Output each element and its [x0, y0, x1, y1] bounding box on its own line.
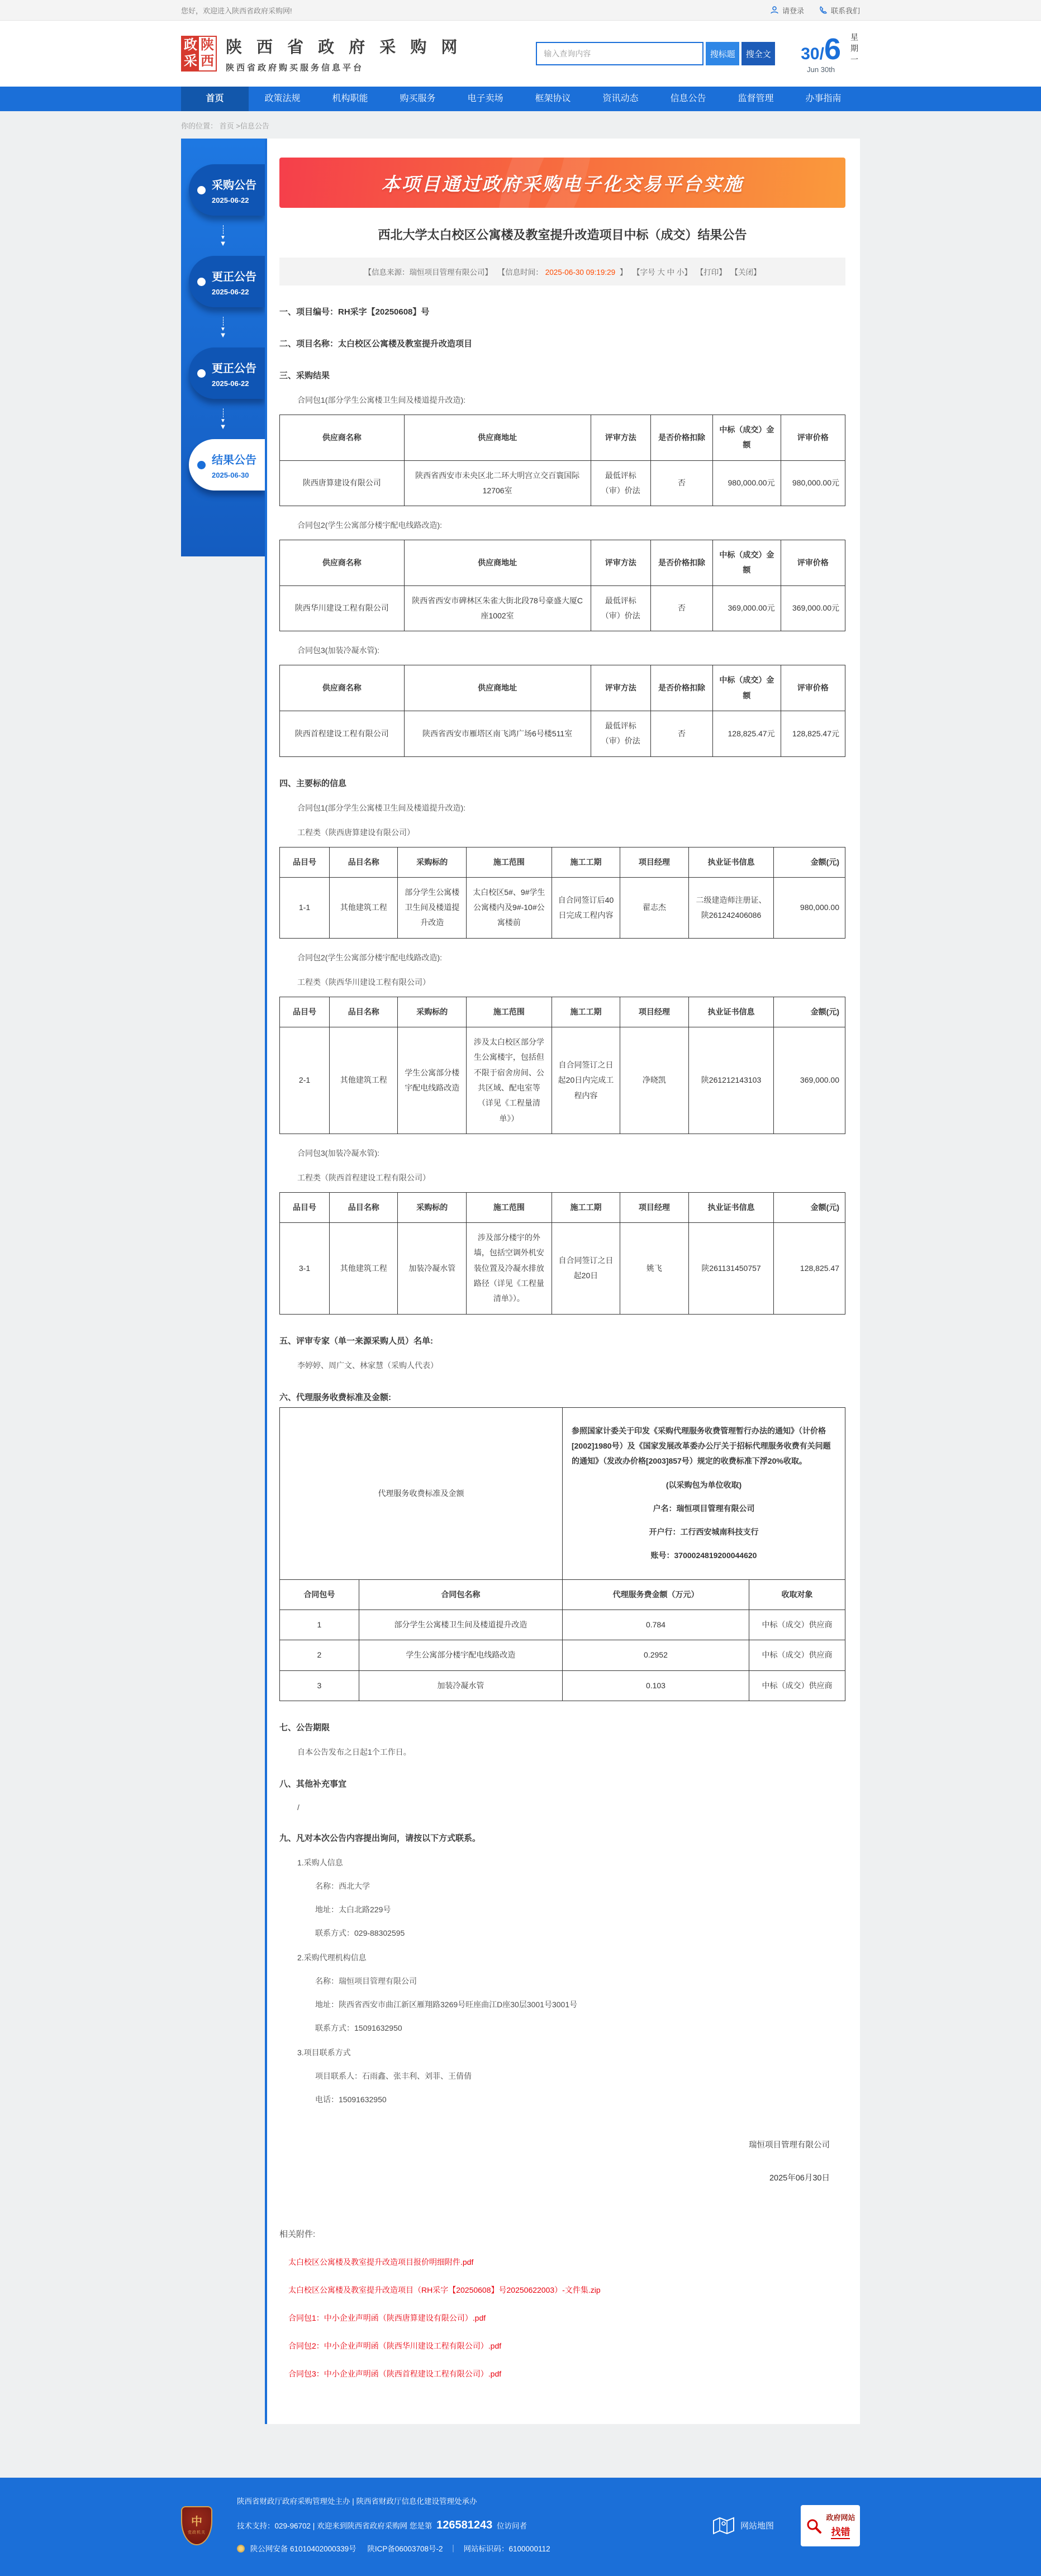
column-header: 施工工期	[552, 1192, 620, 1222]
table-row	[280, 460, 845, 506]
table-cell: 二级建造师注册证、陕261242406086	[688, 877, 774, 938]
table-cell: 净晓凯	[620, 1027, 688, 1134]
table-row	[280, 1610, 845, 1640]
text-line: 电话：15091632950	[315, 2094, 387, 2104]
package-caption: 合同包3(加装冷凝水管):	[297, 646, 379, 655]
search-bar	[536, 42, 775, 65]
text-line: 开户行：工行西安城南科技支行	[649, 1527, 759, 1537]
table-row	[280, 877, 845, 938]
column-header: 金额(元)	[774, 1192, 845, 1222]
nav-item-framework[interactable]: 框架协议	[535, 94, 571, 103]
timeline-item-result-notice[interactable]: 结果公告 2025-06-30	[189, 439, 265, 491]
breadcrumb-home-link[interactable]: 首页	[219, 122, 234, 130]
attachment-link[interactable]: 太白校区公寓楼及教室提升改造项目报价明细附件.pdf	[288, 2257, 474, 2267]
nav-item-supervision[interactable]: 监督管理	[738, 94, 774, 103]
signature-date: 2025年06月30日	[769, 2173, 830, 2183]
table-cell: 中标（成交）供应商	[749, 1670, 845, 1701]
close-button[interactable]: 【关闭】	[730, 268, 761, 277]
table-cell: 否	[650, 585, 712, 631]
table-cell: 3-1	[280, 1223, 330, 1314]
nav-item-functions[interactable]: 机构职能	[332, 94, 368, 103]
package-caption: 合同包1(部分学生公寓楼卫生间及楼道提升改造):	[297, 803, 465, 812]
text-line: 地址：太白北路229号	[315, 1904, 391, 1914]
column-header: 代理服务费金额（万元）	[562, 1579, 749, 1610]
text-line: 地址：陕西省西安市曲江新区雁翔路3269号旺座曲江D座30层3001号3001号	[315, 1999, 578, 2009]
table-cell: 涉及部分楼宇的外墙，包括空调外机安装位置及冷凝水排放路径（详见《工程量清单》）。	[466, 1223, 552, 1314]
section-4-heading: 四、主要标的信息	[279, 778, 347, 788]
gov-site-error-report-badge[interactable]: 政府网站 找错	[801, 2505, 860, 2546]
search-title-button[interactable]: 搜标题	[706, 42, 739, 65]
signature-block	[279, 2139, 845, 2183]
column-header: 执业证书信息	[688, 847, 774, 877]
magnifier-icon	[805, 2517, 822, 2534]
table-cell: 学生公寓部分楼宇配电线路改造	[398, 1027, 466, 1134]
table-cell: 部分学生公寓楼卫生间及楼道提升改造	[359, 1610, 562, 1640]
table-cell: 其他建筑工程	[330, 1223, 398, 1314]
column-header: 中标（成交）金额	[713, 540, 781, 586]
column-header: 供应商地址	[404, 540, 591, 586]
timeline-arrow-icon: ▼ ▼	[181, 307, 265, 347]
table-cell: 自合同签订后40日完成工程内容	[552, 877, 620, 938]
column-header: 施工工期	[552, 847, 620, 877]
government-emblem-icon: 中 党政机关	[181, 2506, 212, 2545]
column-header: 供应商名称	[280, 540, 405, 586]
column-header: 合同包名称	[359, 1579, 562, 1610]
table-cell: 128,825.47	[774, 1223, 845, 1314]
column-header: 品目名称	[330, 1192, 398, 1222]
column-header: 评审方法	[591, 665, 650, 711]
visitor-count: 126581243	[436, 2519, 493, 2532]
nav-item-emall[interactable]: 电子卖场	[467, 94, 503, 103]
column-header: 中标（成交）金额	[713, 665, 781, 711]
table-cell: 2-1	[280, 1027, 330, 1134]
attachment-link[interactable]: 合同包2：中小企业声明函（陕西华川建设工程有限公司）.pdf	[288, 2341, 502, 2350]
signature-company: 瑞恒项目管理有限公司	[749, 2140, 830, 2150]
text-line: 名称：西北大学	[315, 1881, 370, 1891]
table-cell: 0.784	[562, 1610, 749, 1640]
date-english: Jun 30th	[807, 65, 835, 74]
table-cell: 最低评标（审）价法	[591, 585, 650, 631]
table-cell: 369,000.00元	[713, 585, 781, 631]
section-3-heading: 三、采购结果	[279, 371, 330, 380]
welcome-text: 您好，欢迎进入陕西省政府采购网!	[181, 6, 292, 15]
breadcrumb-label: 你的位置：	[181, 122, 218, 130]
font-size-controls[interactable]: 【字号 大 中 小】	[633, 268, 692, 277]
login-label: 请登录	[782, 6, 804, 15]
table-cell: 2	[280, 1640, 359, 1670]
logo-right: 陕 西	[199, 37, 216, 70]
site-code: 网站标识码：6100000112	[463, 2545, 550, 2554]
table-cell: 其他建筑工程	[330, 877, 398, 938]
site-footer	[0, 2478, 1041, 2576]
table-cell: 陕261212143103	[688, 1027, 774, 1134]
package-type-line: 工程类（陕西唐算建设有限公司）	[297, 827, 415, 837]
contact-group-title: 3.项目联系方式	[297, 2048, 351, 2057]
timeline-dot	[197, 461, 206, 469]
column-header: 供应商名称	[280, 415, 405, 461]
nav-item-news[interactable]: 资讯动态	[602, 94, 639, 103]
table-cell: 涉及太白校区部分学生公寓楼宇，包括但不限于宿舍房间、公共区域、配电室等（详见《工程量清单》）	[466, 1027, 552, 1134]
column-header: 评审方法	[591, 540, 650, 586]
fee-standard-description	[562, 1407, 845, 1579]
package-caption: 合同包2(学生公寓部分楼宇配电线路改造):	[297, 521, 442, 530]
section-8-heading: 八、其他补充事宜	[279, 1779, 347, 1789]
login-link[interactable]	[770, 5, 804, 16]
column-header: 是否价格扣除	[650, 415, 712, 461]
meta-time: 【信息时间： 2025-06-30 09:19:29 】	[497, 268, 628, 277]
table-cell: 中标（成交）供应商	[749, 1610, 845, 1640]
contact-link[interactable]	[819, 5, 860, 16]
table-cell: 学生公寓部分楼宇配电线路改造	[359, 1640, 562, 1670]
package-caption: 合同包1(部分学生公寓楼卫生间及楼道提升改造):	[297, 396, 465, 404]
supplementary-text: /	[297, 1802, 300, 1812]
fee-standard-label: 代理服务收费标准及金额	[280, 1407, 563, 1579]
column-header: 执业证书信息	[688, 1192, 774, 1222]
table-row	[280, 585, 845, 631]
beian-psb[interactable]: 陕公网安备 61010402000339号	[250, 2545, 356, 2554]
search-input[interactable]	[536, 42, 703, 65]
table-cell: 369,000.00	[774, 1027, 845, 1134]
column-header: 采购标的	[398, 997, 466, 1027]
timeline-dot	[197, 186, 206, 194]
timeline-dot	[197, 369, 206, 378]
column-header: 项目经理	[620, 997, 688, 1027]
nav-item-policies[interactable]: 政策法规	[264, 94, 301, 103]
table-cell: 陕西首程建设工程有限公司	[280, 711, 405, 756]
table-cell: 姚飞	[620, 1223, 688, 1314]
table-cell: 陕西华川建设工程有限公司	[280, 585, 405, 631]
package-type-line: 工程类（陕西首程建设工程有限公司）	[297, 1173, 430, 1182]
top-bar	[0, 0, 1041, 21]
column-header: 供应商名称	[280, 665, 405, 711]
package-caption: 合同包2(学生公寓部分楼宇配电线路改造):	[297, 953, 442, 962]
footer-beian-line: 陕公网安备 61010402000339号 陕ICP备06003708号-2 ｜ 网站标识码：6100000112	[237, 2540, 550, 2559]
column-header: 供应商地址	[404, 415, 591, 461]
column-header: 收取对象	[749, 1579, 845, 1610]
column-header: 供应商地址	[404, 665, 591, 711]
table-cell: 太白校区5#、9#学生公寓楼内及9#-10#公寓楼前	[466, 877, 552, 938]
subject-table-package-2	[279, 997, 845, 1134]
table-cell: 3	[280, 1670, 359, 1701]
attachment-link[interactable]: 太白校区公寓楼及教室提升改造项目（RH采字【20250608】号20250622003）-文件集.zip	[288, 2285, 601, 2294]
text-line: 名称：瑞恒项目管理有限公司	[315, 1976, 417, 1985]
table-cell: 980,000.00元	[781, 460, 845, 506]
footer-organizer-line: 陕西省财政厅政府采购管理处主办 | 陕西省财政厅信息化建设管理处承办	[237, 2497, 477, 2506]
site-title: 陕 西 省 政 府 采 购 网	[226, 38, 463, 56]
column-header: 品目号	[280, 847, 330, 877]
column-header: 施工范围	[466, 1192, 552, 1222]
contact-label: 联系我们	[830, 6, 860, 15]
timeline-arrow-icon: ▼ ▼	[181, 399, 265, 439]
article-panel	[265, 139, 860, 2424]
footer-visitor-line: 技术支持：029-96702 | 欢迎来到陕西省政府采购网 您是第 126581243 位访问者	[237, 2519, 527, 2532]
table-cell: 369,000.00元	[781, 585, 845, 631]
text-line: 联系方式：029-88302595	[315, 1928, 405, 1937]
text-line: 账号：3700024819200044620	[650, 1551, 757, 1560]
breadcrumb-current: 信息公告	[240, 122, 269, 130]
table-cell: 最低评标（审）价法	[591, 711, 650, 756]
table-cell: 中标（成交）供应商	[749, 1640, 845, 1670]
column-header: 评审价格	[781, 415, 845, 461]
table-cell: 980,000.00	[774, 877, 845, 938]
table-cell: 自合同签订之日起20日	[552, 1223, 620, 1314]
text-line: 参照国家计委关于印发《采购代理服务收费管理暂行办法的通知》（计价格[2002]1980号）及《国家发展改革委办公厅关于招标代理服务收费有关问题的通知》（发改办价格[2003]857号）规定的收费标准下浮20%收取。	[571, 1426, 831, 1466]
package-type-line: 工程类（陕西华川建设工程有限公司）	[297, 977, 430, 987]
column-header: 施工工期	[552, 997, 620, 1027]
section-5-heading: 五、评审专家（单一来源采购人员）名单:	[279, 1336, 433, 1346]
section-1-heading: 一、项目编号：RH采字【20250608】号	[279, 307, 430, 317]
search-fulltext-button[interactable]: 搜全文	[741, 42, 775, 65]
attachments-list	[279, 2256, 845, 2379]
column-header: 金额(元)	[774, 997, 845, 1027]
sitemap-link[interactable]: 网站地图	[712, 2516, 774, 2535]
section-9-heading: 九、凡对本次公告内容提出询问，请按以下方式联系。	[279, 1833, 481, 1843]
nav-item-announcements[interactable]: 信息公告	[670, 94, 706, 103]
table-cell: 1-1	[280, 877, 330, 938]
breadcrumb: 你的位置： 首页 >信息公告	[181, 122, 269, 130]
column-header: 施工范围	[466, 997, 552, 1027]
result-table-package-3	[279, 665, 845, 756]
table-cell: 980,000.00元	[713, 460, 781, 506]
table-cell: 陕西省西安市未央区北二环大明宫立交百寰国际12706室	[404, 460, 591, 506]
column-header: 金额(元)	[774, 847, 845, 877]
table-cell: 其他建筑工程	[330, 1027, 398, 1134]
timeline-item-correction-notice-2[interactable]: 更正公告 2025-06-22	[189, 347, 265, 399]
column-header: 评审价格	[781, 540, 845, 586]
table-cell: 加装冷凝水管	[398, 1223, 466, 1314]
nav-item-purchase-services[interactable]: 购买服务	[400, 94, 436, 103]
print-button[interactable]: 【打印】	[696, 268, 726, 277]
text-line: 项目联系人：石雨鑫、张丰利、刘菲、王倩倩	[315, 2071, 472, 2080]
section-7-heading: 七、公告期限	[279, 1722, 330, 1732]
attachment-link[interactable]: 合同包3：中小企业声明函（陕西首程建设工程有限公司）.pdf	[288, 2369, 502, 2378]
table-cell: 部分学生公寓楼卫生间及楼道提升改造	[398, 877, 466, 938]
column-header: 品目号	[280, 1192, 330, 1222]
column-header: 评审方法	[591, 415, 650, 461]
table-row	[280, 1640, 845, 1670]
attachments-heading: 相关附件:	[279, 2229, 316, 2239]
attachment-link[interactable]: 合同包1：中小企业声明函（陕西唐算建设有限公司）.pdf	[288, 2313, 486, 2322]
table-cell: 0.103	[562, 1670, 749, 1701]
text-line: 联系方式：15091632950	[315, 2023, 402, 2032]
table-row	[280, 711, 845, 756]
contact-group-lines	[279, 1975, 845, 2034]
main-nav	[0, 87, 1041, 111]
column-header: 是否价格扣除	[650, 665, 712, 711]
timeline-dot	[197, 278, 206, 286]
logo-left: 政 采	[182, 37, 199, 70]
column-header: 评审价格	[781, 665, 845, 711]
column-header: 执业证书信息	[688, 997, 774, 1027]
column-header: 品目名称	[330, 997, 398, 1027]
column-header: 中标（成交）金额	[713, 415, 781, 461]
map-icon	[712, 2516, 735, 2535]
date-widget: 30/ 6 Jun 30th 星期一	[801, 32, 859, 74]
article-meta-bar	[279, 258, 845, 285]
beian-icp[interactable]: 陕ICP备06003708号-2	[367, 2545, 443, 2554]
timeline-item-procurement-notice[interactable]: 采购公告 2025-06-22	[189, 164, 265, 216]
column-header: 是否价格扣除	[650, 540, 712, 586]
agency-fee-table	[279, 1407, 845, 1701]
meta-source: 【信息来源：瑞恒项目管理有限公司】	[364, 268, 493, 277]
subject-table-package-3	[279, 1192, 845, 1315]
table-cell: 陕261131450757	[688, 1223, 774, 1314]
section-6-heading: 六、代理服务收费标准及金额:	[279, 1392, 391, 1402]
site-logo	[181, 36, 217, 72]
police-badge-icon	[237, 2545, 245, 2553]
phone-icon	[819, 6, 828, 15]
table-cell: 陕西唐算建设有限公司	[280, 460, 405, 506]
contact-group-lines	[279, 1880, 845, 1939]
text-line: 户名：瑞恒项目管理有限公司	[653, 1503, 755, 1513]
user-icon	[770, 6, 779, 15]
nav-item-guide[interactable]: 办事指南	[805, 94, 842, 103]
table-cell: 加装冷凝水管	[359, 1670, 562, 1701]
contact-group-lines	[279, 2070, 845, 2105]
column-header: 采购标的	[398, 1192, 466, 1222]
column-header: 采购标的	[398, 847, 466, 877]
contact-group-title: 2.采购代理机构信息	[297, 1953, 367, 1962]
table-cell: 128,825.47元	[781, 711, 845, 756]
timeline-sidebar	[181, 139, 265, 556]
site-header	[0, 21, 1041, 87]
table-cell: 最低评标（审）价法	[591, 460, 650, 506]
table-cell: 128,825.47元	[713, 711, 781, 756]
package-caption: 合同包3(加装冷凝水管):	[297, 1148, 379, 1158]
section-2-heading: 二、项目名称：太白校区公寓楼及教室提升改造项目	[279, 339, 473, 349]
column-header: 品目名称	[330, 847, 398, 877]
contact-group-title: 1.采购人信息	[297, 1858, 343, 1867]
weekday-label: 星期一	[850, 33, 859, 66]
result-table-package-2	[279, 540, 845, 631]
column-header: 项目经理	[620, 847, 688, 877]
table-cell: 0.2952	[562, 1640, 749, 1670]
text-line: (以采购包为单位收取)	[666, 1480, 742, 1489]
timeline-arrow-icon: ▼ ▼	[181, 216, 265, 256]
column-header: 品目号	[280, 997, 330, 1027]
table-cell: 否	[650, 460, 712, 506]
nav-item-home[interactable]: 首页	[181, 87, 249, 111]
subject-table-package-1	[279, 847, 845, 939]
table-cell: 陕西省西安市雁塔区南飞鸿广场6号楼511室	[404, 711, 591, 756]
timeline-item-correction-notice-1[interactable]: 更正公告 2025-06-22	[189, 256, 265, 307]
table-cell: 翟志杰	[620, 877, 688, 938]
table-cell: 1	[280, 1610, 359, 1640]
article-title: 西北大学太白校区公寓楼及教室提升改造项目中标（成交）结果公告	[378, 228, 747, 242]
table-cell: 自合同签订之日起20日内完成工程内容	[552, 1027, 620, 1134]
table-row	[280, 1670, 845, 1701]
table-cell: 否	[650, 711, 712, 756]
table-row	[280, 1223, 845, 1314]
column-header: 项目经理	[620, 1192, 688, 1222]
table-row	[280, 1027, 845, 1134]
column-header: 合同包号	[280, 1579, 359, 1610]
announcement-period-text: 自本公告发布之日起1个工作日。	[297, 1747, 411, 1756]
expert-names: 李婷婷、周广文、林家慧（采购人代表）	[297, 1360, 438, 1370]
column-header: 施工范围	[466, 847, 552, 877]
platform-banner: 本项目通过政府采购电子化交易平台实施	[279, 158, 845, 208]
table-cell: 陕西省西安市碑林区朱雀大街北段78号豪盛大厦C座1002室	[404, 585, 591, 631]
result-table-package-1	[279, 415, 845, 506]
site-subtitle: 陕西省政府购买服务信息平台	[226, 63, 364, 73]
